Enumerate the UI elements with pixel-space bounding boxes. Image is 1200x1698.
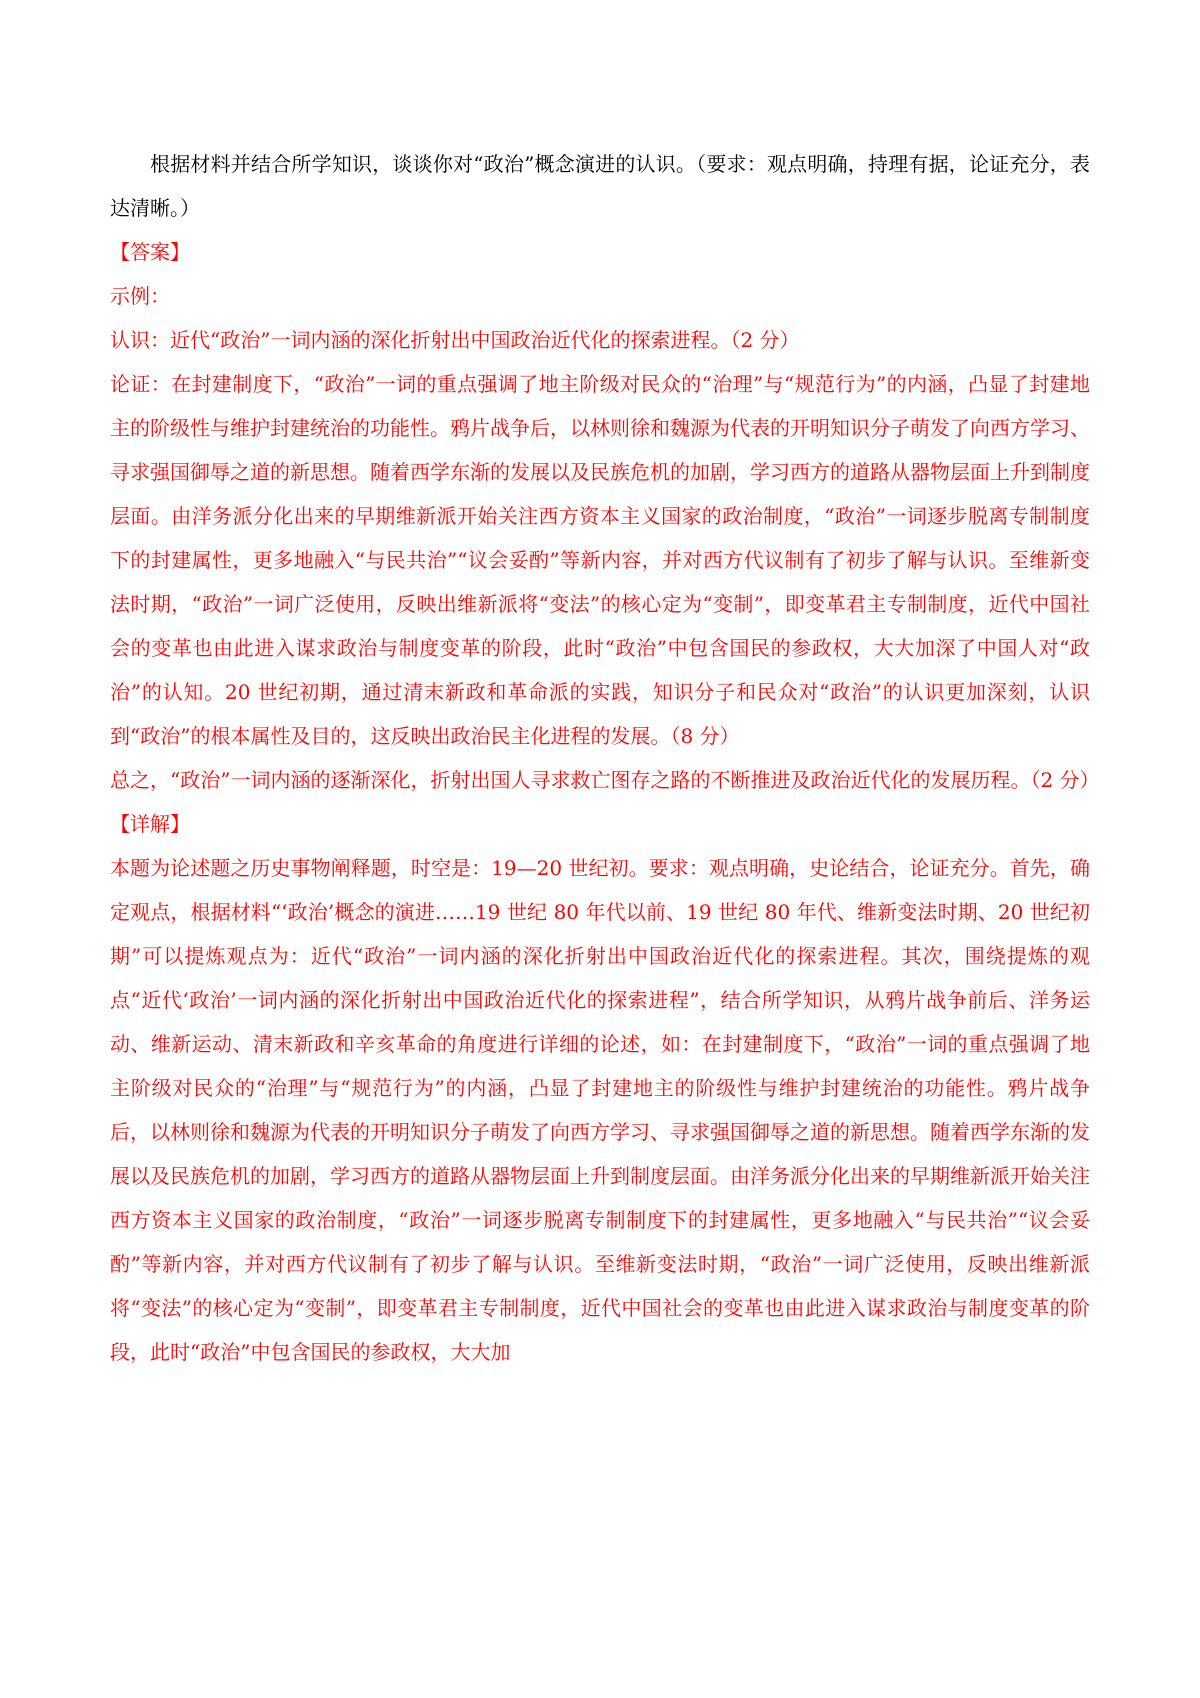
question-text: 根据材料并结合所学知识，谈谈你对“政治”概念演进的认识。（要求：观点明确，持理有据，论证充分，表达清晰。） (110, 152, 1090, 220)
answer-conclusion: 总之，“政治”一词内涵的逐渐深化，折射出国人寻求救亡图存之路的不断推进及政治近代化的发展历程。（2 分） (110, 768, 1100, 792)
explanation-text: 本题为论述题之历史事物阐释题，时空是：19—20 世纪初。要求：观点明确，史论结合，论证充分。首先，确定观点，根据材料“‘政治’概念的演进……19 世纪 80 年代以前、19 世纪 80 年代、维新变法时期、20 世纪初期”可以提炼观点为：近代“政治”一词内涵的深化折射出中国政治近代化的探索进程。其次，围绕提炼的观点“近代‘政治’一词内涵的深化折射出中国政治近代化的探索进程”，结合所学知识，从鸦片战争前后、洋务运动、维新运动、清末新政和辛亥革命的角度进行详细的论述，如：在封建制度下，“政治”一词的重点强调了地主阶级对民众的“治理”与“规范行为”的内涵，凸显了封建地主的阶级性与维护封建统治的功能性。鸦片战争后，以林则徐和魏源为代表的开明知识分子萌发了向西方学习、寻求强国御辱之道的新思想。随着西学东渐的发展以及民族危机的加剧，学习西方的道路从器物层面上升到制度层面。由洋务派分化出来的早期维新派开始关注西方资本主义国家的政治制度，“政治”一词逐步脱离专制制度下的封建属性，更多地融入“与民共治”“议会妥酌”等新内容，并对西方代议制有了初步了解与认识。至维新变法时期，“政治”一词广泛使用，反映出维新派将“变法”的核心定为“变制”，即变革君主专制制度，近代中国社会的变革也由此进入谋求政治与制度变革的阶段，此时“政治”中包含国民的参政权，大大加 (110, 856, 1090, 1364)
example-label: 示例： (110, 284, 170, 308)
document-page (110, 142, 1100, 1374)
answer-argument: 论证：在封建制度下，“政治”一词的重点强调了地主阶级对民众的“治理”与“规范行为”的内涵，凸显了封建地主的阶级性与维护封建统治的功能性。鸦片战争后，以林则徐和魏源为代表的开明知识分子萌发了向西方学习、寻求强国御辱之道的新思想。随着西学东渐的发展以及民族危机的加剧，学习西方的道路从器物层面上升到制度层面。由洋务派分化出来的早期维新派开始关注西方资本主义国家的政治制度，“政治”一词逐步脱离专制制度下的封建属性，更多地融入“与民共治”“议会妥酌”等新内容，并对西方代议制有了初步了解与认识。至维新变法时期，“政治”一词广泛使用，反映出维新派将“变法”的核心定为“变制”，即变革君主专制制度，近代中国社会的变革也由此进入谋求政治与制度变革的阶段，此时“政治”中包含国民的参政权，大大加深了中国人对“政治”的认知。20 世纪初期，通过清末新政和革命派的实践，知识分子和民众对“政治”的认识更加深刻，认识到“政治”的根本属性及目的，这反映出政治民主化进程的发展。（8 分） (110, 372, 1090, 748)
answer-viewpoint: 认识：近代“政治”一词内涵的深化折射出中国政治近代化的探索进程。（2 分） (110, 328, 800, 352)
explanation-label: 【详解】 (110, 812, 190, 836)
answer-label: 【答案】 (110, 240, 190, 264)
